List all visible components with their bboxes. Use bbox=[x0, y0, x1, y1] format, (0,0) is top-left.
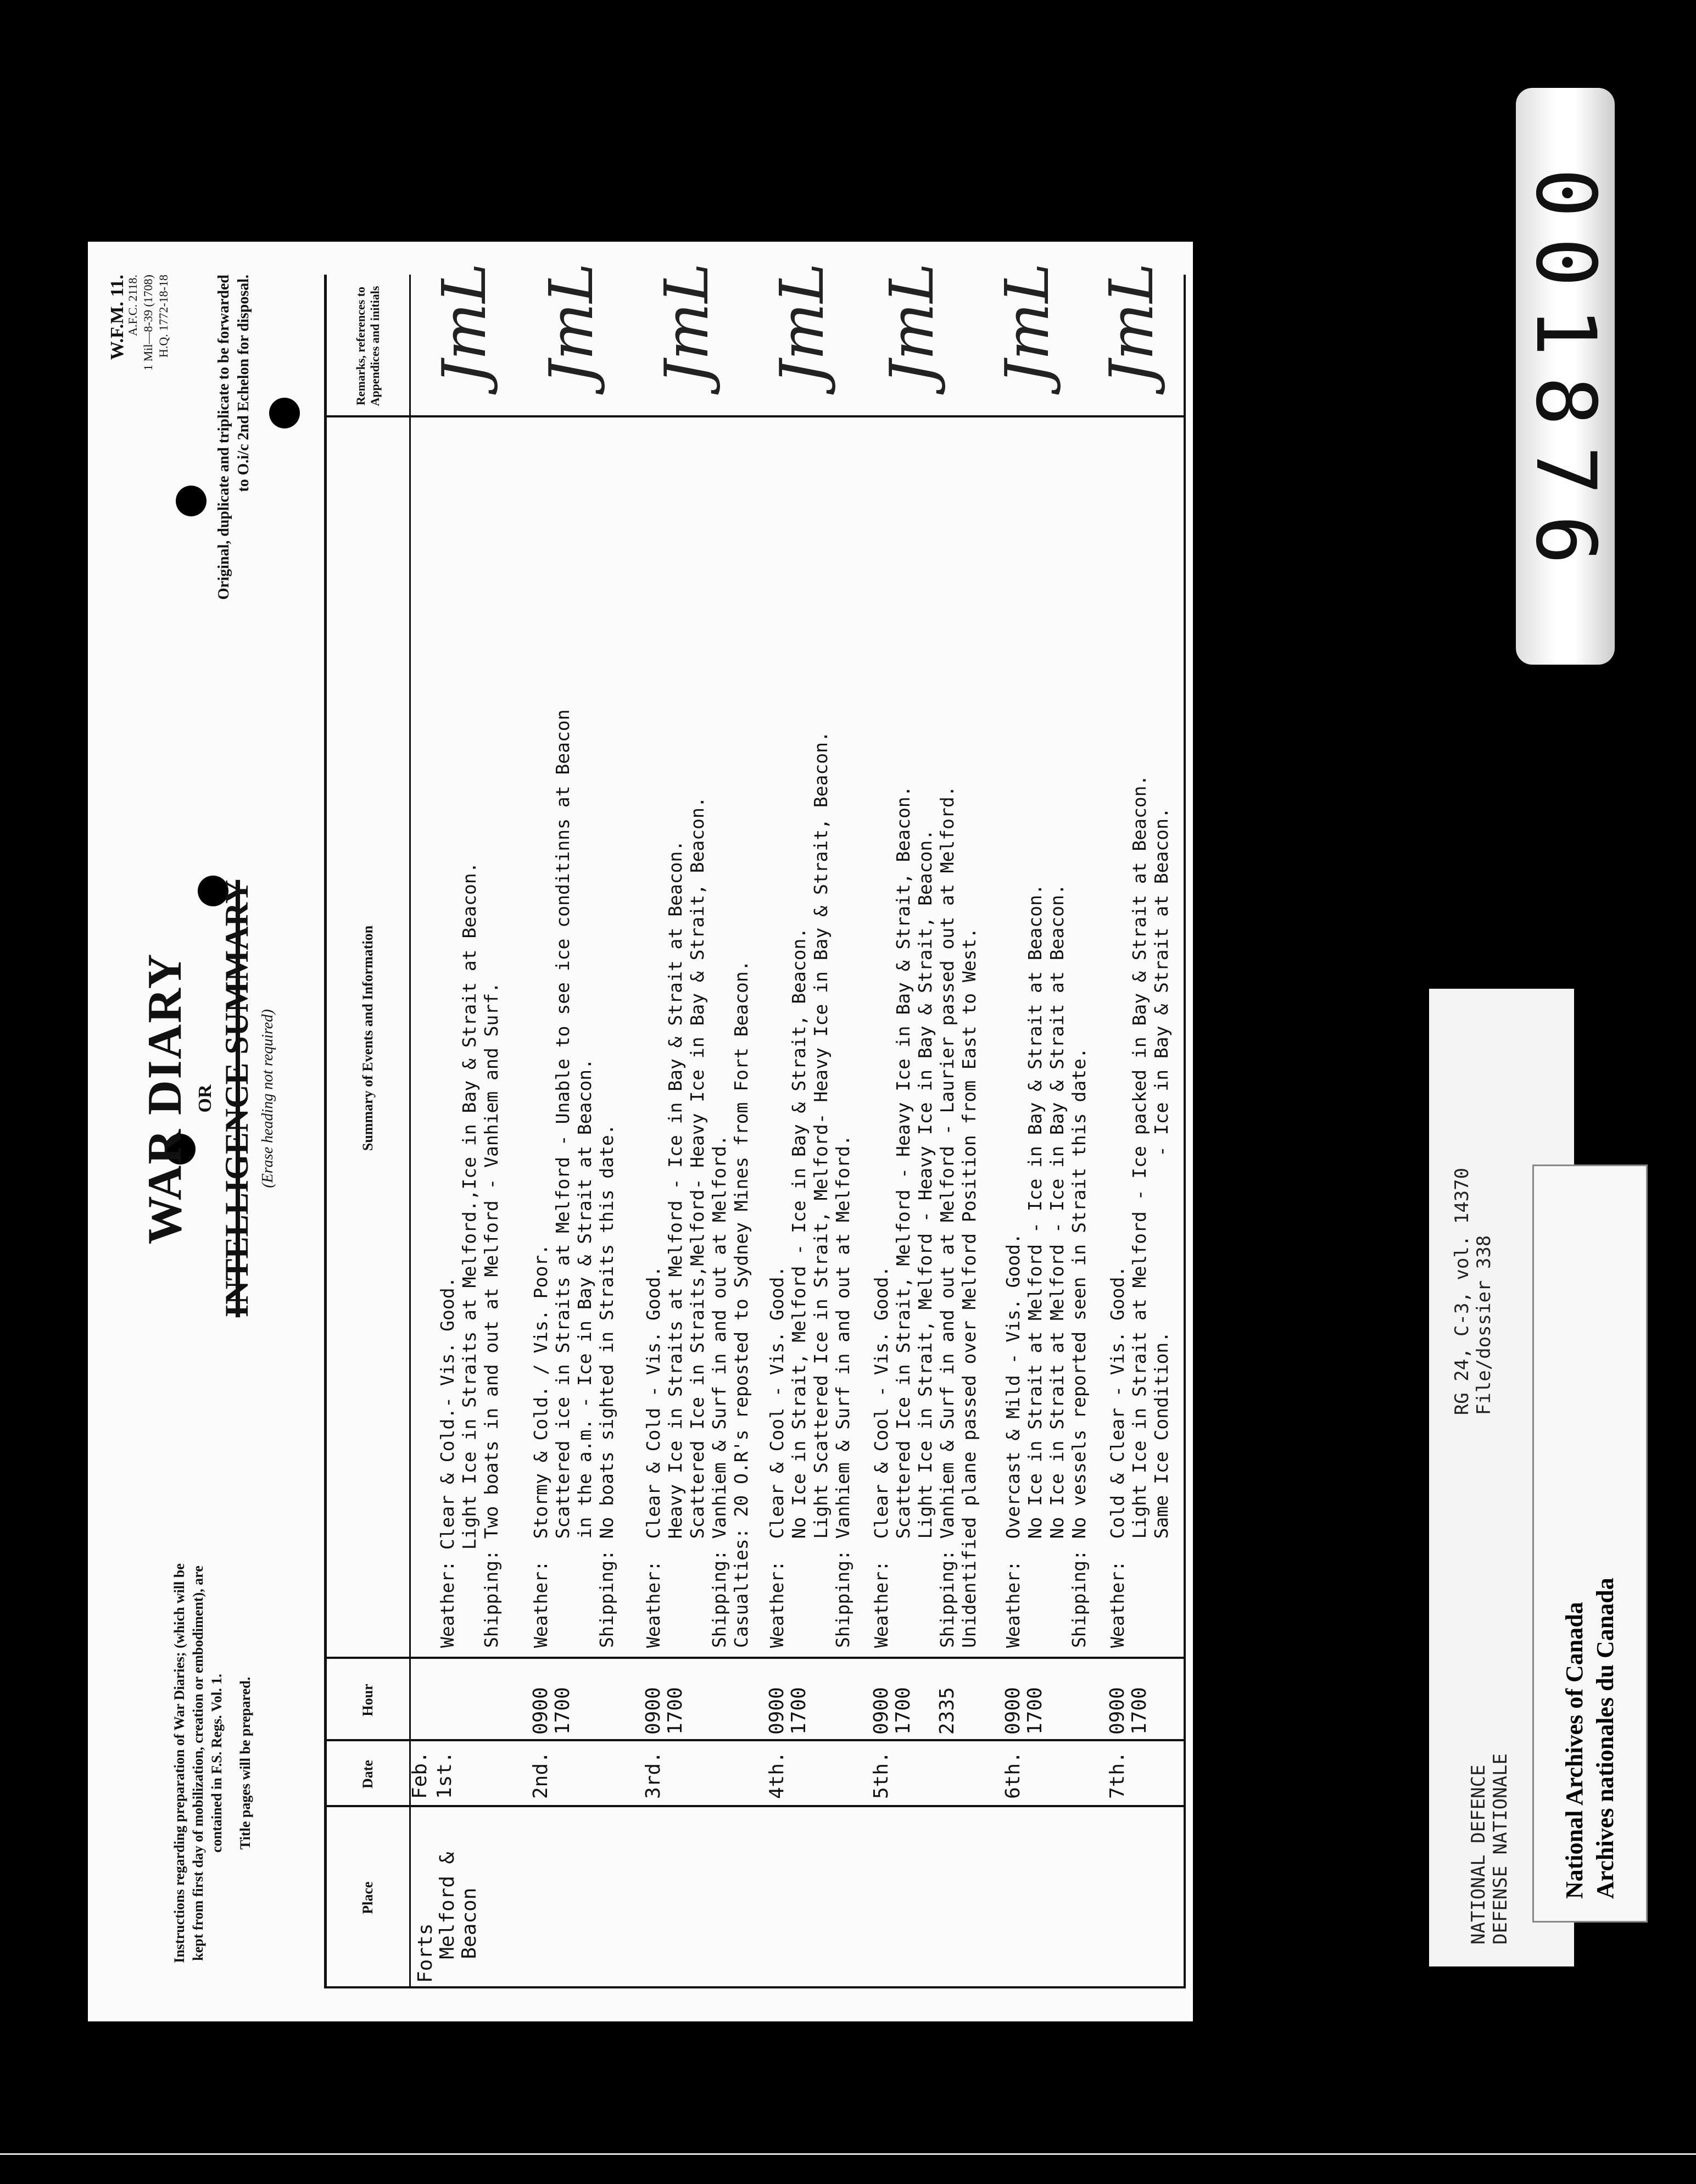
entry-text: Weather: Stormy & Cold. / Vis. Poor. Scattered ice in Straits at Melford - Unable to see ice conditinns at Beacon in the a.m. - Ice in Bay & Strait at Beacon. Shipping: No boats sighted in Straits this date. bbox=[530, 709, 617, 1648]
column-rule bbox=[327, 1805, 1184, 1807]
form-code: A.F.C. 2118. bbox=[126, 275, 140, 336]
entry-text: Weather: Clear & Cool - Vis. Good. No Ice in Strait, Melford - Ice in Bay & Strait, Beacon. Light Scattered Ice in Strait, Melford- Heavy Ice in Bay & Strait, Beacon. Shipping: Vanhiem & Surf in and out at Melford. bbox=[766, 731, 853, 1648]
date-cell: 4th. bbox=[766, 1751, 788, 1799]
column-rule bbox=[327, 415, 1184, 417]
column-rule bbox=[327, 1986, 1184, 1988]
date-cell: 3rd. bbox=[642, 1751, 665, 1799]
heading-note: (Erase heading not required) bbox=[259, 1009, 276, 1188]
date-cell: 5th. bbox=[870, 1751, 892, 1799]
disposal-note-line: Original, duplicate and triplicate to be forwarded bbox=[215, 275, 232, 600]
frame-number: 001876 bbox=[1518, 168, 1613, 584]
date-cell: 1st. bbox=[433, 1751, 456, 1799]
date-cell: 7th. bbox=[1106, 1751, 1129, 1799]
place-cell: Forts Melford & Beacon bbox=[414, 1852, 481, 1983]
hour-cell: 0900 1700 2335 bbox=[870, 1687, 958, 1735]
hour-cell: 0900 1700 bbox=[1002, 1687, 1046, 1735]
column-rule bbox=[327, 1739, 1184, 1741]
department-en: NATIONAL DEFENCE bbox=[1468, 1764, 1489, 1945]
initials-signature: JmL bbox=[536, 263, 606, 385]
file-ref: File/dossier 338 bbox=[1473, 1235, 1495, 1416]
punch-hole bbox=[176, 486, 207, 516]
header-date: Date bbox=[360, 1760, 376, 1789]
archive-name-label bbox=[1532, 1165, 1648, 1923]
header-rule bbox=[409, 275, 411, 1988]
war-diary-sheet-area bbox=[88, 242, 1193, 2021]
month-cell: Feb. bbox=[409, 1751, 431, 1799]
initials-signature: JmL bbox=[877, 263, 947, 385]
archive-name-fr: Archives nationales du Canada bbox=[1592, 1578, 1619, 1899]
entry-text: Weather: Cold & Clear - Vis. Good. Light Ice in Strait at Melford - Ice packed in Bay & Strait at Beacon. Same Ice Condition. - Ice in Bay & Strait at Beacon. bbox=[1107, 775, 1172, 1648]
entry-text: Weather: Overcast & Mild - Vis. Good. No Ice in Strait at Melford - Ice in Bay & Strait at Beacon. No Ice in Strait at Melford - Ice in Bay & Strait at Beacon. Shipping: No vessels reported seen in Strait this date. bbox=[1002, 884, 1090, 1648]
entry-text: Weather: Clear & Cold - Vis. Good. Heavy Ice in Straits at Melford - Ice in Bay & Strait at Beacon. Scattered Ice in Straits,Melford- Heavy Ice in Bay & Strait, Beacon. Shipping: Vanhiem & Surf in and out at Melford. Casualties: 20 O.R's reposted to Sydney Mines from Fort Beacon. bbox=[643, 796, 752, 1648]
header-place: Place bbox=[360, 1881, 376, 1914]
hour-cell: 0900 1700 bbox=[529, 1687, 574, 1735]
header-summary: Summary of Events and Information bbox=[360, 925, 376, 1151]
column-rule bbox=[327, 1657, 1184, 1659]
struck-heading: INTELLIGENCE SUMMARY bbox=[219, 879, 255, 1318]
title-pages-note: Title pages will be prepared. bbox=[237, 1676, 253, 1850]
form-number: W.F.M. 11. bbox=[107, 275, 127, 360]
entry-text: Weather: Clear & Cool - Vis. Good. Scattered Ice in Strait, Melford - Heavy Ice in Bay & Strait, Beacon. Light Ice in Strait, Melford - Heavy Ice in Bay & Strait, Beacon. Shipping: Vanhiem & Surf in and out at Melford - Laurier passed out at Melford. Unidentified plane passed over Melford Position from East to West. bbox=[871, 785, 980, 1648]
frame-counter bbox=[1516, 88, 1615, 665]
hour-cell: 0900 1700 bbox=[766, 1687, 810, 1735]
initials-signature: JmL bbox=[651, 263, 722, 385]
scan-edge-line bbox=[0, 2153, 1696, 2155]
page-title: WAR DIARY bbox=[138, 952, 192, 1245]
diary-table bbox=[324, 263, 1186, 1988]
header-hour: Hour bbox=[360, 1684, 376, 1717]
punch-hole bbox=[269, 398, 300, 428]
instructions-text: Instructions regarding preparation of War Diaries; (which will be kept from first day of mobilization, creation or embodiment), are contained in F.S. Regs. Vol. 1. bbox=[171, 1563, 225, 1963]
title-block bbox=[137, 824, 277, 1373]
title-or: OR bbox=[195, 1084, 215, 1113]
date-cell: 2nd. bbox=[529, 1751, 552, 1799]
disposal-note-line: to O.i/c 2nd Echelon for disposal. bbox=[235, 275, 252, 492]
hour-cell: 0900 1700 bbox=[1106, 1687, 1151, 1735]
entry-text: Weather: Clear & Cold.- Vis. Good. Light Ice in Straits at Melford.,Ice in Bay & Strait at Beacon. Shipping: Two boats in and out at Melford - Vanhiem and Surf. bbox=[437, 862, 502, 1648]
header-remarks: Remarks, references to Appendices and initials bbox=[354, 286, 382, 406]
hour-cell: 0900 1700 bbox=[642, 1687, 687, 1735]
disposal-note bbox=[214, 275, 254, 769]
instructions-block bbox=[170, 1555, 255, 1972]
record-group-ref: RG 24, C-3, vol. 14370 bbox=[1451, 1167, 1473, 1416]
initials-signature: JmL bbox=[992, 263, 1062, 385]
department-fr: DEFENSE NATIONALE bbox=[1489, 1753, 1511, 1945]
archive-name-en: National Archives of Canada bbox=[1561, 1602, 1588, 1899]
initials-signature: JmL bbox=[429, 263, 499, 385]
war-diary-page bbox=[88, 242, 1193, 2021]
form-identifier bbox=[107, 275, 171, 371]
initials-signature: JmL bbox=[767, 263, 837, 385]
initials-signature: JmL bbox=[1096, 263, 1167, 385]
form-code: H.Q. 1772-18-18 bbox=[157, 275, 170, 358]
form-code: 1 Mil—8-39 (1708) bbox=[141, 275, 155, 371]
date-cell: 6th. bbox=[1002, 1751, 1024, 1799]
